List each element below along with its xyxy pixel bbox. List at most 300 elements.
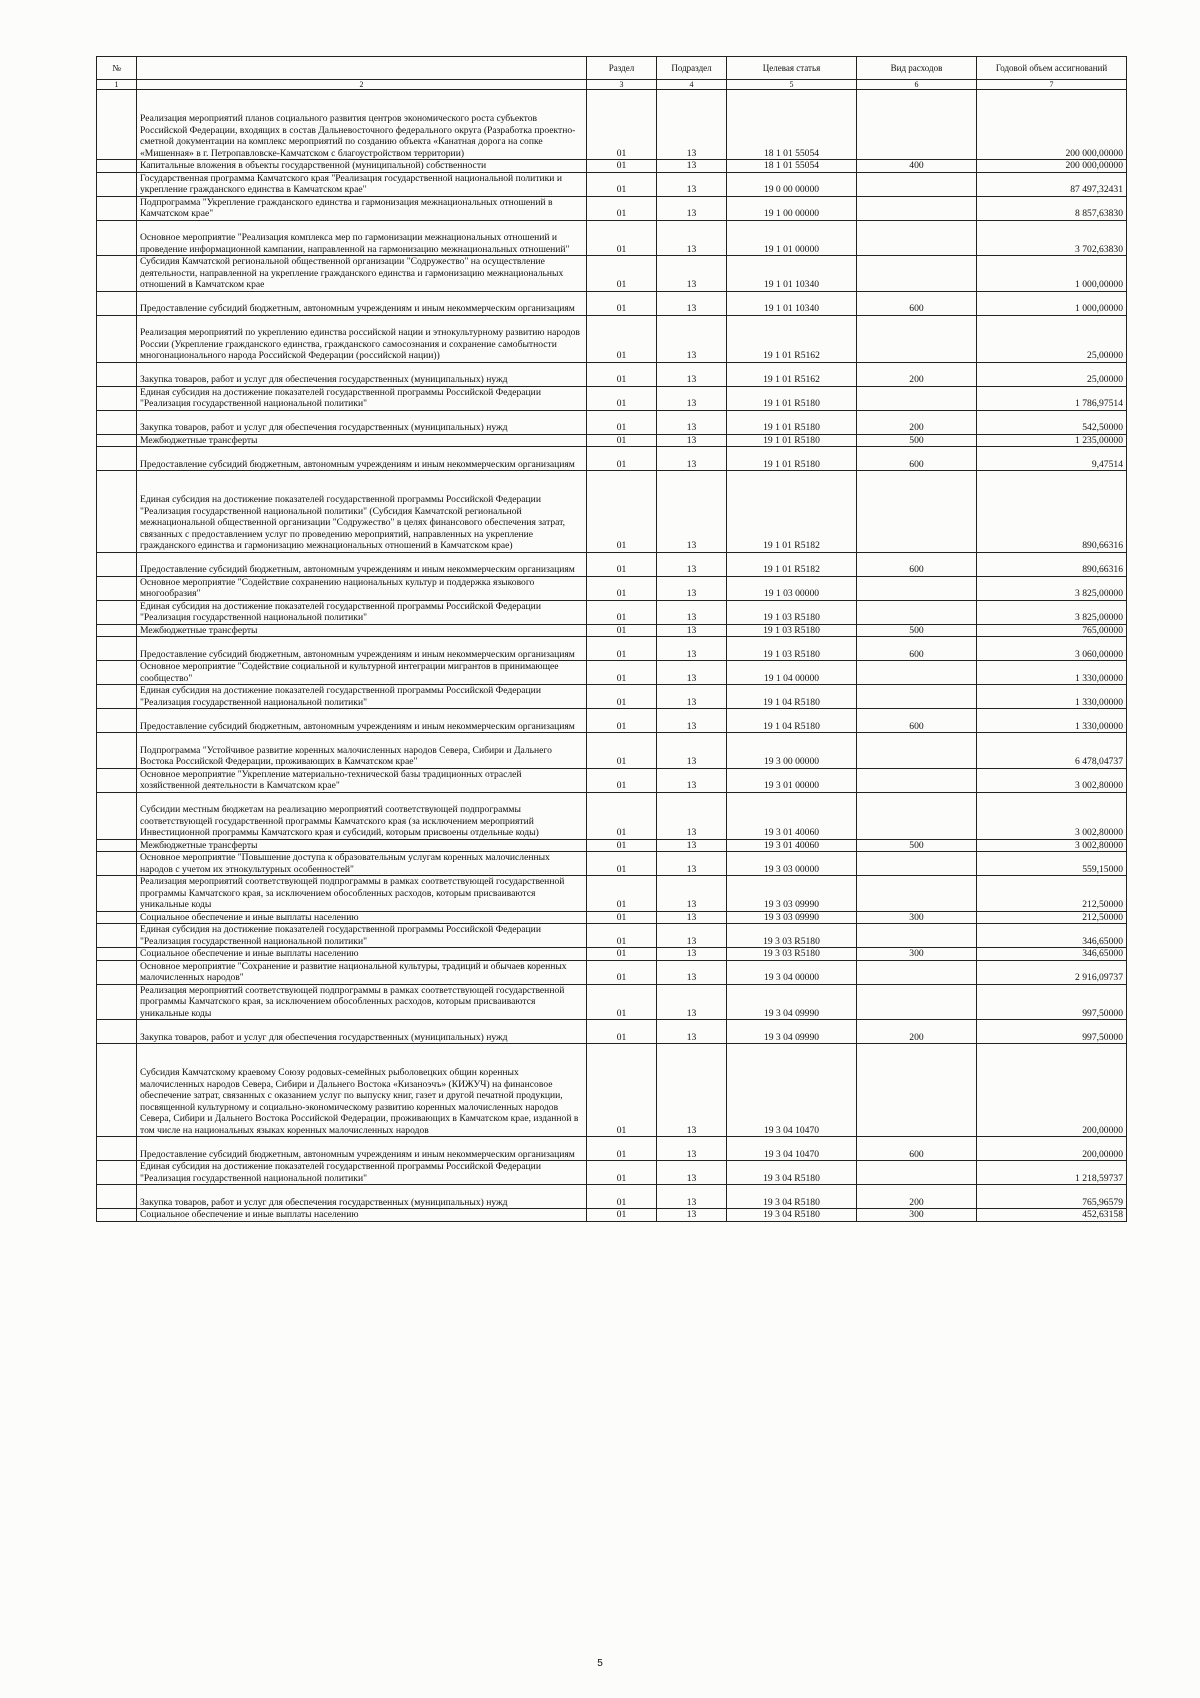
cell-name: Межбюджетные трансферты: [137, 624, 587, 637]
cell-name: Субсидии местным бюджетам на реализацию мероприятий соответствующей подпрограммы соответствующей государственной программы Камчатского края (за исключением мероприятий Инвестиционной программы Камчатского края и субсидий, которым присвоены отдельные коды): [137, 792, 587, 839]
table-row: [97, 792, 1127, 839]
cell-expense-type: [857, 1044, 977, 1137]
cell-razdel: 01: [587, 386, 657, 410]
header-razdel: Раздел: [587, 57, 657, 80]
cell-name: Предоставление субсидий бюджетным, автономным учреждениям и иным некоммерческим организациям: [137, 637, 587, 661]
header-name: [137, 57, 587, 80]
header-annual-volume: Годовой объем ассигнований: [977, 57, 1127, 80]
cell-annual-volume: 346,65000: [977, 948, 1127, 961]
cell-expense-type: [857, 1161, 977, 1185]
cell-podrazdel: 13: [657, 576, 727, 600]
cell-razdel: 01: [587, 924, 657, 948]
cell-target-article: 19 3 04 09990: [727, 1020, 857, 1044]
table-row: [97, 1137, 1127, 1161]
cell-target-article: 18 1 01 55054: [727, 90, 857, 160]
cell-name: Межбюджетные трансферты: [137, 434, 587, 447]
cell-annual-volume: 3 002,80000: [977, 839, 1127, 852]
cell-expense-type: [857, 984, 977, 1020]
cell-name: Единая субсидия на достижение показателей государственной программы Российской Федерации "Реализация государственной национальной политики" (Субсидия Камчатской региональной межнациональной общественной организации "Содружество" в целях финансового обеспечения затрат, связанных с предоставлением услуг по проведению мероприятий, направленных на укрепление гражданского единства и гармонизацию межнациональных отношений в Камчатском крае): [137, 471, 587, 553]
cell-annual-volume: 1 235,00000: [977, 434, 1127, 447]
cell-podrazdel: 13: [657, 220, 727, 256]
cell-name: Субсидия Камчатскому краевому Союзу родовых-семейных рыболовецких общин коренных малочисленных народов Севера, Сибири и Дальнего Востока «Кизаноэчъ» (КИЖУЧ) на финансовое обеспечение затрат, связанных с оказанием услуг по выпуску книг, газет и другой печатной продукции, посвященной культурному и социально-экономическому развитию коренных малочисленных народов Севера, Сибири и Дальнего Востока Российской Федерации, проживающих в Камчатском крае, изданной в том числе на национальных языках коренных малочисленных народов: [137, 1044, 587, 1137]
table-row: [97, 362, 1127, 386]
table-row: [97, 839, 1127, 852]
cell-name: Основное мероприятие "Содействие сохранению национальных культур и поддержка языкового многообразия": [137, 576, 587, 600]
cell-number: [97, 386, 137, 410]
cell-razdel: 01: [587, 90, 657, 160]
cell-number: [97, 624, 137, 637]
cell-target-article: 19 3 03 R5180: [727, 924, 857, 948]
cell-number: [97, 661, 137, 685]
table-row: [97, 447, 1127, 471]
cell-target-article: 19 3 01 00000: [727, 768, 857, 792]
cell-name: Реализация мероприятий соответствующей подпрограммы в рамках соответствующей государственной программы Камчатского края, за исключением обособленных расходов, которым присваиваются уникальные коды: [137, 876, 587, 912]
cell-name: Реализация мероприятий по укреплению единства российской нации и этнокультурному развитию народов России (Укрепление гражданского единства, гражданского самосознания и сохранение самобытности многонационального народа Российской Федерации (российской нации)): [137, 315, 587, 362]
cell-expense-type: 600: [857, 291, 977, 315]
cell-annual-volume: 3 825,00000: [977, 576, 1127, 600]
cell-expense-type: 600: [857, 637, 977, 661]
cell-podrazdel: 13: [657, 984, 727, 1020]
cell-target-article: 19 3 03 00000: [727, 852, 857, 876]
table-row: [97, 637, 1127, 661]
header-number: №: [97, 57, 137, 80]
cell-expense-type: [857, 220, 977, 256]
cell-annual-volume: 200,00000: [977, 1044, 1127, 1137]
cell-target-article: 19 1 01 R5180: [727, 386, 857, 410]
cell-podrazdel: 13: [657, 1161, 727, 1185]
cell-name: Капитальные вложения в объекты государственной (муниципальной) собственности: [137, 160, 587, 173]
cell-podrazdel: 13: [657, 1185, 727, 1209]
table-row: [97, 624, 1127, 637]
table-row: [97, 220, 1127, 256]
cell-number: [97, 256, 137, 292]
cell-podrazdel: 13: [657, 196, 727, 220]
cell-target-article: 19 1 01 10340: [727, 256, 857, 292]
cell-number: [97, 410, 137, 434]
cell-razdel: 01: [587, 410, 657, 434]
cell-expense-type: 300: [857, 1209, 977, 1222]
cell-podrazdel: 13: [657, 434, 727, 447]
cell-expense-type: [857, 471, 977, 553]
cell-annual-volume: 1 330,00000: [977, 661, 1127, 685]
cell-number: [97, 315, 137, 362]
table-row: [97, 315, 1127, 362]
cell-target-article: 19 1 03 R5180: [727, 637, 857, 661]
cell-target-article: 19 1 03 R5180: [727, 624, 857, 637]
cell-podrazdel: 13: [657, 600, 727, 624]
cell-podrazdel: 13: [657, 1044, 727, 1137]
cell-razdel: 01: [587, 911, 657, 924]
cell-name: Основное мероприятие "Реализация комплекса мер по гармонизации межнациональных отношений и проведение информационной кампании, направленной на гармонизацию межнациональных отношений": [137, 220, 587, 256]
cell-number: [97, 911, 137, 924]
cell-podrazdel: 13: [657, 911, 727, 924]
cell-podrazdel: 13: [657, 471, 727, 553]
cell-razdel: 01: [587, 447, 657, 471]
cell-razdel: 01: [587, 471, 657, 553]
cell-expense-type: [857, 386, 977, 410]
cell-number: [97, 160, 137, 173]
cell-target-article: 19 3 04 10470: [727, 1044, 857, 1137]
table-row: [97, 960, 1127, 984]
cell-razdel: 01: [587, 172, 657, 196]
table-row: [97, 386, 1127, 410]
cell-podrazdel: 13: [657, 948, 727, 961]
cell-annual-volume: 765,96579: [977, 1185, 1127, 1209]
cell-razdel: 01: [587, 600, 657, 624]
cell-podrazdel: 13: [657, 386, 727, 410]
cell-annual-volume: 200 000,00000: [977, 90, 1127, 160]
header-target-article: Целевая статья: [727, 57, 857, 80]
cell-target-article: 19 3 00 00000: [727, 733, 857, 769]
cell-annual-volume: 1 330,00000: [977, 685, 1127, 709]
cell-podrazdel: 13: [657, 709, 727, 733]
cell-expense-type: [857, 90, 977, 160]
table-row: [97, 576, 1127, 600]
cell-expense-type: [857, 685, 977, 709]
cell-target-article: 19 3 03 09990: [727, 876, 857, 912]
cell-annual-volume: 890,66316: [977, 471, 1127, 553]
cell-annual-volume: 200,00000: [977, 1137, 1127, 1161]
cell-annual-volume: 452,63158: [977, 1209, 1127, 1222]
header-expense-type: Вид расходов: [857, 57, 977, 80]
cell-target-article: 19 1 01 00000: [727, 220, 857, 256]
table-row: [97, 1020, 1127, 1044]
cell-name: Предоставление субсидий бюджетным, автономным учреждениям и иным некоммерческим организациям: [137, 447, 587, 471]
table-row: [97, 924, 1127, 948]
cell-podrazdel: 13: [657, 90, 727, 160]
cell-number: [97, 90, 137, 160]
cell-number: [97, 1137, 137, 1161]
cell-expense-type: 600: [857, 1137, 977, 1161]
table-row: [97, 661, 1127, 685]
cell-expense-type: [857, 172, 977, 196]
cell-podrazdel: 13: [657, 839, 727, 852]
cell-name: Основное мероприятие "Укрепление материально-технической базы традиционных отраслей хозяйственной деятельности в Камчатском крае": [137, 768, 587, 792]
cell-razdel: 01: [587, 685, 657, 709]
cell-name: Основное мероприятие "Содействие социальной и культурной интеграции мигрантов в принимающее сообщество": [137, 661, 587, 685]
cell-podrazdel: 13: [657, 1137, 727, 1161]
cell-annual-volume: 997,50000: [977, 1020, 1127, 1044]
table-row: [97, 733, 1127, 769]
cell-name: Единая субсидия на достижение показателей государственной программы Российской Федерации "Реализация государственной национальной политики": [137, 924, 587, 948]
cell-number: [97, 733, 137, 769]
cell-annual-volume: 3 060,00000: [977, 637, 1127, 661]
cell-number: [97, 576, 137, 600]
table-row: [97, 852, 1127, 876]
cell-podrazdel: 13: [657, 172, 727, 196]
cell-annual-volume: 1 000,00000: [977, 291, 1127, 315]
cell-podrazdel: 13: [657, 637, 727, 661]
table-row: [97, 90, 1127, 160]
cell-target-article: 19 1 04 R5180: [727, 685, 857, 709]
cell-razdel: 01: [587, 434, 657, 447]
cell-podrazdel: 13: [657, 960, 727, 984]
cell-expense-type: 500: [857, 434, 977, 447]
cell-name: Субсидия Камчатской региональной общественной организации "Содружество" на осуществление деятельности, направленной на укрепление гражданского единства и гармонизацию межнациональных отношений в Камчатском крае: [137, 256, 587, 292]
table-row: [97, 1209, 1127, 1222]
cell-podrazdel: 13: [657, 1020, 727, 1044]
cell-expense-type: [857, 576, 977, 600]
cell-number: [97, 960, 137, 984]
table-row: [97, 196, 1127, 220]
table-row: [97, 172, 1127, 196]
cell-name: Подпрограмма "Укрепление гражданского единства и гармонизация межнациональных отношений в Камчатском крае": [137, 196, 587, 220]
table-row: [97, 911, 1127, 924]
cell-target-article: 19 3 04 R5180: [727, 1161, 857, 1185]
cell-name: Социальное обеспечение и иные выплаты населению: [137, 948, 587, 961]
cell-razdel: 01: [587, 984, 657, 1020]
cell-name: Социальное обеспечение и иные выплаты населению: [137, 911, 587, 924]
cell-razdel: 01: [587, 733, 657, 769]
cell-number: [97, 1044, 137, 1137]
cell-target-article: 19 3 04 R5180: [727, 1185, 857, 1209]
cell-name: Единая субсидия на достижение показателей государственной программы Российской Федерации "Реализация государственной национальной политики": [137, 386, 587, 410]
cell-number: [97, 552, 137, 576]
table-row: [97, 876, 1127, 912]
table-row: [97, 434, 1127, 447]
cell-expense-type: [857, 733, 977, 769]
page-number: 5: [597, 1658, 603, 1669]
cell-name: Реализация мероприятий планов социального развития центров экономического роста субъектов Российской Федерации, входящих в состав Дальневосточного федерального округа (Разработка проектно-сметной документации на комплекс мероприятий по созданию объекта «Канатная дорога на сопке «Мишенная» в г. Петропавловске-Камчатском с благоустройством территории): [137, 90, 587, 160]
cell-expense-type: 200: [857, 1185, 977, 1209]
cell-expense-type: [857, 661, 977, 685]
cell-razdel: 01: [587, 948, 657, 961]
cell-razdel: 01: [587, 1044, 657, 1137]
budget-table: [96, 56, 1127, 1222]
cell-number: [97, 948, 137, 961]
header-num: 6: [857, 80, 977, 90]
cell-number: [97, 1161, 137, 1185]
cell-name: Закупка товаров, работ и услуг для обеспечения государственных (муниципальных) нужд: [137, 410, 587, 434]
cell-annual-volume: 542,50000: [977, 410, 1127, 434]
cell-number: [97, 172, 137, 196]
cell-annual-volume: 200 000,00000: [977, 160, 1127, 173]
cell-podrazdel: 13: [657, 447, 727, 471]
cell-podrazdel: 13: [657, 291, 727, 315]
cell-podrazdel: 13: [657, 852, 727, 876]
cell-razdel: 01: [587, 552, 657, 576]
cell-razdel: 01: [587, 661, 657, 685]
table-row: [97, 984, 1127, 1020]
cell-number: [97, 852, 137, 876]
cell-name: Единая субсидия на достижение показателей государственной программы Российской Федерации "Реализация государственной национальной политики": [137, 600, 587, 624]
cell-target-article: 19 3 04 10470: [727, 1137, 857, 1161]
cell-podrazdel: 13: [657, 685, 727, 709]
cell-annual-volume: 3 002,80000: [977, 768, 1127, 792]
cell-razdel: 01: [587, 1209, 657, 1222]
cell-razdel: 01: [587, 291, 657, 315]
cell-razdel: 01: [587, 792, 657, 839]
cell-name: Предоставление субсидий бюджетным, автономным учреждениям и иным некоммерческим организациям: [137, 1137, 587, 1161]
table-body: [97, 90, 1127, 1222]
cell-podrazdel: 13: [657, 410, 727, 434]
cell-annual-volume: 212,50000: [977, 876, 1127, 912]
cell-annual-volume: 6 478,04737: [977, 733, 1127, 769]
cell-number: [97, 685, 137, 709]
cell-annual-volume: 2 916,09737: [977, 960, 1127, 984]
cell-razdel: 01: [587, 637, 657, 661]
header-row: [97, 57, 1127, 80]
cell-number: [97, 637, 137, 661]
cell-razdel: 01: [587, 576, 657, 600]
cell-razdel: 01: [587, 709, 657, 733]
cell-annual-volume: 25,00000: [977, 362, 1127, 386]
cell-number: [97, 1209, 137, 1222]
cell-number: [97, 709, 137, 733]
cell-target-article: 19 1 03 R5180: [727, 600, 857, 624]
cell-podrazdel: 13: [657, 768, 727, 792]
cell-target-article: 19 1 01 R5182: [727, 471, 857, 553]
cell-annual-volume: 87 497,32431: [977, 172, 1127, 196]
cell-annual-volume: 997,50000: [977, 984, 1127, 1020]
cell-annual-volume: 1 330,00000: [977, 709, 1127, 733]
cell-annual-volume: 765,00000: [977, 624, 1127, 637]
cell-expense-type: [857, 196, 977, 220]
cell-target-article: 19 0 00 00000: [727, 172, 857, 196]
cell-annual-volume: 1 218,59737: [977, 1161, 1127, 1185]
cell-razdel: 01: [587, 960, 657, 984]
cell-expense-type: 600: [857, 447, 977, 471]
cell-name: Подпрограмма "Устойчивое развитие коренных малочисленных народов Севера, Сибири и Дальнего Востока Российской Федерации, проживающих в Камчатском крае": [137, 733, 587, 769]
cell-annual-volume: 212,50000: [977, 911, 1127, 924]
cell-expense-type: [857, 600, 977, 624]
cell-number: [97, 984, 137, 1020]
cell-annual-volume: 8 857,63830: [977, 196, 1127, 220]
cell-number: [97, 792, 137, 839]
table-row: [97, 685, 1127, 709]
cell-expense-type: 500: [857, 624, 977, 637]
cell-razdel: 01: [587, 852, 657, 876]
cell-target-article: 19 1 01 R5180: [727, 434, 857, 447]
cell-expense-type: [857, 876, 977, 912]
cell-annual-volume: 3 825,00000: [977, 600, 1127, 624]
cell-podrazdel: 13: [657, 256, 727, 292]
table-row: [97, 410, 1127, 434]
table-row: [97, 160, 1127, 173]
header-num: 3: [587, 80, 657, 90]
cell-target-article: 19 1 04 00000: [727, 661, 857, 685]
cell-razdel: 01: [587, 220, 657, 256]
cell-razdel: 01: [587, 256, 657, 292]
cell-target-article: 19 1 03 00000: [727, 576, 857, 600]
cell-expense-type: [857, 792, 977, 839]
cell-expense-type: [857, 768, 977, 792]
cell-target-article: 19 3 03 R5180: [727, 948, 857, 961]
cell-name: Закупка товаров, работ и услуг для обеспечения государственных (муниципальных) нужд: [137, 362, 587, 386]
cell-razdel: 01: [587, 196, 657, 220]
table-row: [97, 471, 1127, 553]
cell-razdel: 01: [587, 315, 657, 362]
cell-number: [97, 434, 137, 447]
cell-number: [97, 447, 137, 471]
cell-target-article: 19 3 01 40060: [727, 792, 857, 839]
header-numbers-row: [97, 80, 1127, 90]
cell-number: [97, 220, 137, 256]
cell-number: [97, 600, 137, 624]
cell-name: Социальное обеспечение и иные выплаты населению: [137, 1209, 587, 1222]
table-row: [97, 768, 1127, 792]
cell-podrazdel: 13: [657, 792, 727, 839]
cell-annual-volume: 3 002,80000: [977, 792, 1127, 839]
cell-name: Государственная программа Камчатского края "Реализация государственной национальной политики и укрепление гражданского единства в Камчатском крае": [137, 172, 587, 196]
cell-razdel: 01: [587, 1137, 657, 1161]
table-row: [97, 600, 1127, 624]
cell-expense-type: 300: [857, 948, 977, 961]
cell-name: Межбюджетные трансферты: [137, 839, 587, 852]
table-row: [97, 709, 1127, 733]
cell-razdel: 01: [587, 1020, 657, 1044]
cell-name: Предоставление субсидий бюджетным, автономным учреждениям и иным некоммерческим организациям: [137, 552, 587, 576]
cell-name: Предоставление субсидий бюджетным, автономным учреждениям и иным некоммерческим организациям: [137, 291, 587, 315]
cell-expense-type: 500: [857, 839, 977, 852]
cell-target-article: 18 1 01 55054: [727, 160, 857, 173]
table-row: [97, 1161, 1127, 1185]
cell-expense-type: [857, 852, 977, 876]
cell-razdel: 01: [587, 876, 657, 912]
cell-name: Основное мероприятие "Сохранение и развитие национальной культуры, традиций и обычаев коренных малочисленных народов": [137, 960, 587, 984]
cell-expense-type: 400: [857, 160, 977, 173]
cell-target-article: 19 3 04 09990: [727, 984, 857, 1020]
cell-podrazdel: 13: [657, 1209, 727, 1222]
cell-razdel: 01: [587, 362, 657, 386]
cell-podrazdel: 13: [657, 552, 727, 576]
cell-target-article: 19 3 03 09990: [727, 911, 857, 924]
header-num: 1: [97, 80, 137, 90]
cell-target-article: 19 3 01 40060: [727, 839, 857, 852]
cell-name: Закупка товаров, работ и услуг для обеспечения государственных (муниципальных) нужд: [137, 1020, 587, 1044]
cell-razdel: 01: [587, 160, 657, 173]
cell-expense-type: 300: [857, 911, 977, 924]
cell-annual-volume: 3 702,63830: [977, 220, 1127, 256]
cell-razdel: 01: [587, 839, 657, 852]
cell-annual-volume: 346,65000: [977, 924, 1127, 948]
cell-number: [97, 876, 137, 912]
cell-number: [97, 196, 137, 220]
header-num: 5: [727, 80, 857, 90]
cell-expense-type: [857, 960, 977, 984]
cell-name: Реализация мероприятий соответствующей подпрограммы в рамках соответствующей государственной программы Камчатского края, за исключением обособленных расходов, которым присваиваются уникальные коды: [137, 984, 587, 1020]
table-row: [97, 1044, 1127, 1137]
cell-name: Предоставление субсидий бюджетным, автономным учреждениям и иным некоммерческим организациям: [137, 709, 587, 733]
cell-annual-volume: 9,47514: [977, 447, 1127, 471]
table-row: [97, 948, 1127, 961]
cell-name: Основное мероприятие "Повышение доступа к образовательным услугам коренных малочисленных народов с учетом их этнокультурных особенностей": [137, 852, 587, 876]
cell-expense-type: 600: [857, 552, 977, 576]
cell-razdel: 01: [587, 1185, 657, 1209]
cell-name: Единая субсидия на достижение показателей государственной программы Российской Федерации "Реализация государственной национальной политики": [137, 1161, 587, 1185]
header-num: 2: [137, 80, 587, 90]
cell-annual-volume: 1 786,97514: [977, 386, 1127, 410]
cell-target-article: 19 1 01 R5182: [727, 552, 857, 576]
cell-target-article: 19 1 01 10340: [727, 291, 857, 315]
cell-name: Единая субсидия на достижение показателей государственной программы Российской Федерации "Реализация государственной национальной политики": [137, 685, 587, 709]
cell-annual-volume: 559,15000: [977, 852, 1127, 876]
header-num: 4: [657, 80, 727, 90]
cell-expense-type: 200: [857, 362, 977, 386]
table-row: [97, 552, 1127, 576]
cell-podrazdel: 13: [657, 160, 727, 173]
cell-expense-type: [857, 315, 977, 362]
cell-number: [97, 1185, 137, 1209]
cell-annual-volume: 890,66316: [977, 552, 1127, 576]
cell-target-article: 19 1 01 R5162: [727, 362, 857, 386]
cell-expense-type: [857, 924, 977, 948]
cell-expense-type: 200: [857, 410, 977, 434]
cell-number: [97, 471, 137, 553]
cell-name: Закупка товаров, работ и услуг для обеспечения государственных (муниципальных) нужд: [137, 1185, 587, 1209]
cell-target-article: 19 1 01 R5180: [727, 447, 857, 471]
cell-annual-volume: 1 000,00000: [977, 256, 1127, 292]
